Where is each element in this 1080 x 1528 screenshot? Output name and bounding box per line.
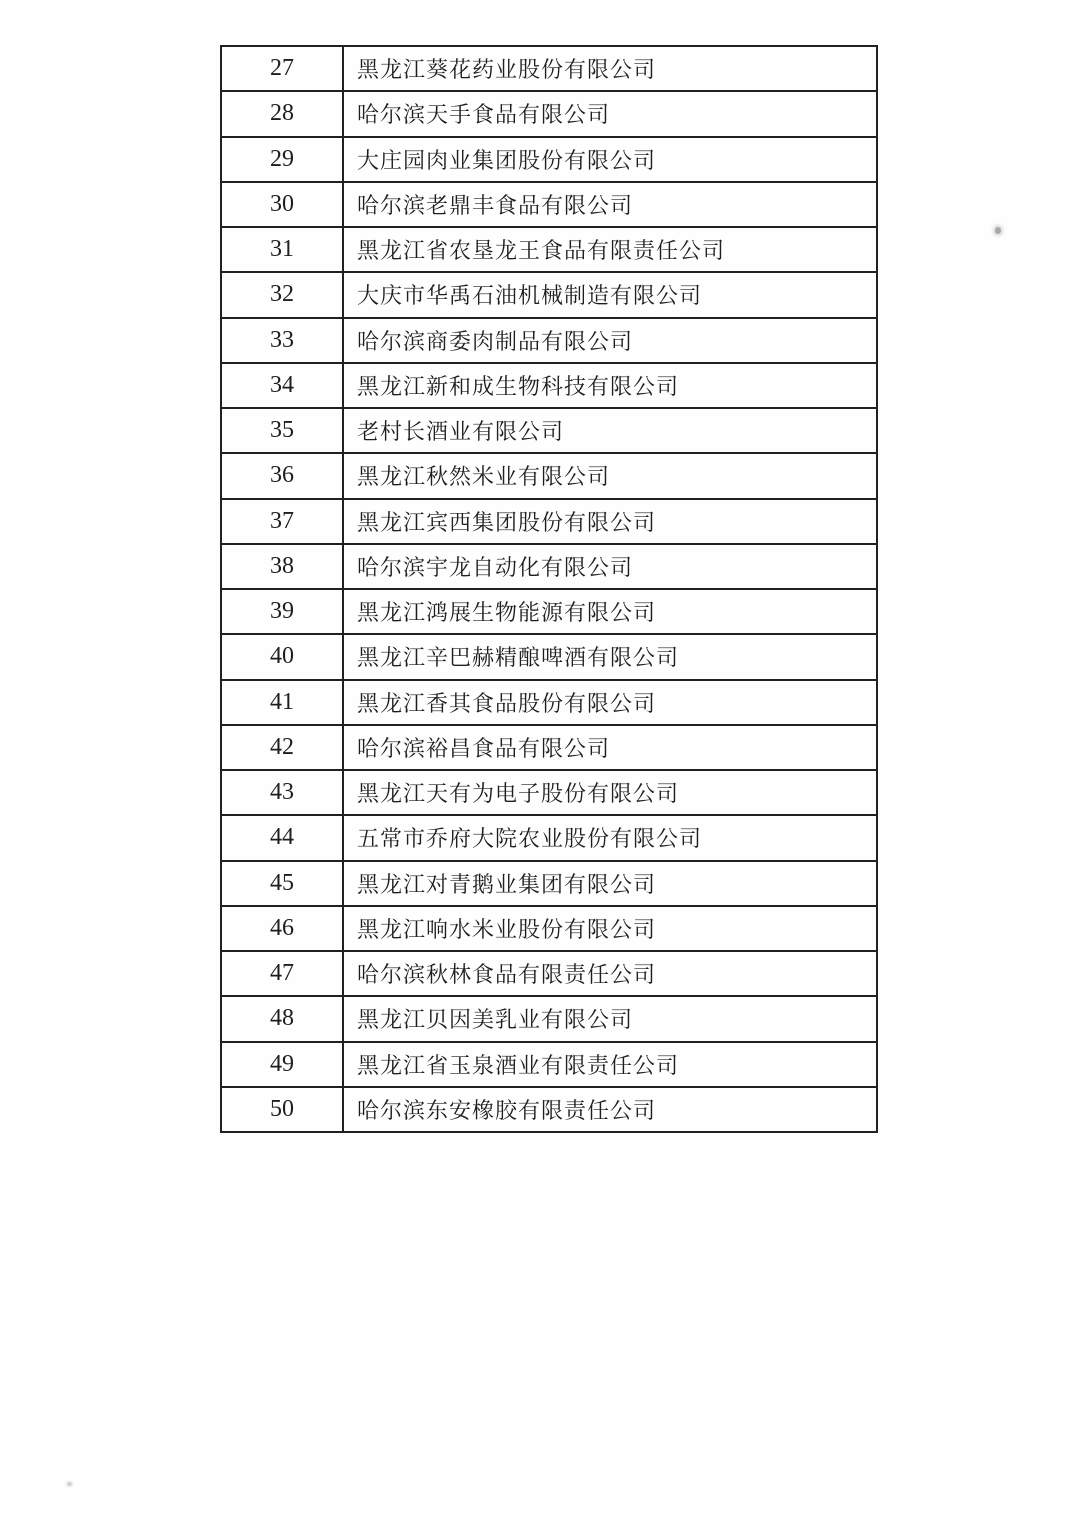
table-row — [221, 1087, 877, 1132]
table-row — [221, 634, 877, 679]
row-number: 38 — [221, 544, 343, 589]
row-number: 32 — [221, 272, 343, 317]
table-row — [221, 725, 877, 770]
row-number: 39 — [221, 589, 343, 634]
company-list-table — [220, 45, 878, 1133]
company-name: 大庆市华禹石油机械制造有限公司 — [343, 272, 877, 317]
company-name: 哈尔滨老鼎丰食品有限公司 — [343, 182, 877, 227]
table-row — [221, 318, 877, 363]
table-row — [221, 46, 877, 91]
row-number: 27 — [221, 46, 343, 91]
table-row — [221, 453, 877, 498]
table-row — [221, 182, 877, 227]
table-row — [221, 770, 877, 815]
company-name: 黑龙江贝因美乳业有限公司 — [343, 996, 877, 1041]
company-name: 黑龙江省农垦龙王食品有限责任公司 — [343, 227, 877, 272]
table-row — [221, 861, 877, 906]
row-number: 47 — [221, 951, 343, 996]
row-number: 42 — [221, 725, 343, 770]
row-number: 37 — [221, 499, 343, 544]
table-row — [221, 589, 877, 634]
row-number: 36 — [221, 453, 343, 498]
row-number: 31 — [221, 227, 343, 272]
company-name: 哈尔滨商委肉制品有限公司 — [343, 318, 877, 363]
company-name: 老村长酒业有限公司 — [343, 408, 877, 453]
company-name: 黑龙江葵花药业股份有限公司 — [343, 46, 877, 91]
company-name: 黑龙江天有为电子股份有限公司 — [343, 770, 877, 815]
company-name: 大庄园肉业集团股份有限公司 — [343, 137, 877, 182]
table-row — [221, 91, 877, 136]
table-row — [221, 815, 877, 860]
table-row — [221, 499, 877, 544]
scan-speck — [995, 227, 1001, 234]
table-row — [221, 137, 877, 182]
row-number: 30 — [221, 182, 343, 227]
row-number: 49 — [221, 1042, 343, 1087]
row-number: 29 — [221, 137, 343, 182]
company-table-body — [221, 46, 877, 1132]
company-name: 哈尔滨裕昌食品有限公司 — [343, 725, 877, 770]
company-name: 五常市乔府大院农业股份有限公司 — [343, 815, 877, 860]
company-name: 黑龙江省玉泉酒业有限责任公司 — [343, 1042, 877, 1087]
table-row — [221, 951, 877, 996]
company-name: 黑龙江新和成生物科技有限公司 — [343, 363, 877, 408]
company-name: 哈尔滨秋林食品有限责任公司 — [343, 951, 877, 996]
table-row — [221, 408, 877, 453]
table-row — [221, 906, 877, 951]
row-number: 50 — [221, 1087, 343, 1132]
row-number: 33 — [221, 318, 343, 363]
row-number: 40 — [221, 634, 343, 679]
company-name: 黑龙江对青鹅业集团有限公司 — [343, 861, 877, 906]
table-row — [221, 1042, 877, 1087]
row-number: 43 — [221, 770, 343, 815]
company-name: 哈尔滨东安橡胶有限责任公司 — [343, 1087, 877, 1132]
row-number: 48 — [221, 996, 343, 1041]
company-name: 哈尔滨宇龙自动化有限公司 — [343, 544, 877, 589]
company-name: 黑龙江辛巴赫精酿啤酒有限公司 — [343, 634, 877, 679]
row-number: 44 — [221, 815, 343, 860]
row-number: 41 — [221, 680, 343, 725]
row-number: 28 — [221, 91, 343, 136]
company-name: 黑龙江鸿展生物能源有限公司 — [343, 589, 877, 634]
company-name: 黑龙江香其食品股份有限公司 — [343, 680, 877, 725]
table-row — [221, 996, 877, 1041]
company-name: 哈尔滨天手食品有限公司 — [343, 91, 877, 136]
table-row — [221, 272, 877, 317]
company-name: 黑龙江宾西集团股份有限公司 — [343, 499, 877, 544]
table-row — [221, 680, 877, 725]
row-number: 34 — [221, 363, 343, 408]
scan-speck — [67, 1482, 72, 1486]
row-number: 45 — [221, 861, 343, 906]
table-row — [221, 544, 877, 589]
table-row — [221, 227, 877, 272]
row-number: 35 — [221, 408, 343, 453]
company-name: 黑龙江秋然米业有限公司 — [343, 453, 877, 498]
row-number: 46 — [221, 906, 343, 951]
company-name: 黑龙江响水米业股份有限公司 — [343, 906, 877, 951]
table-row — [221, 363, 877, 408]
